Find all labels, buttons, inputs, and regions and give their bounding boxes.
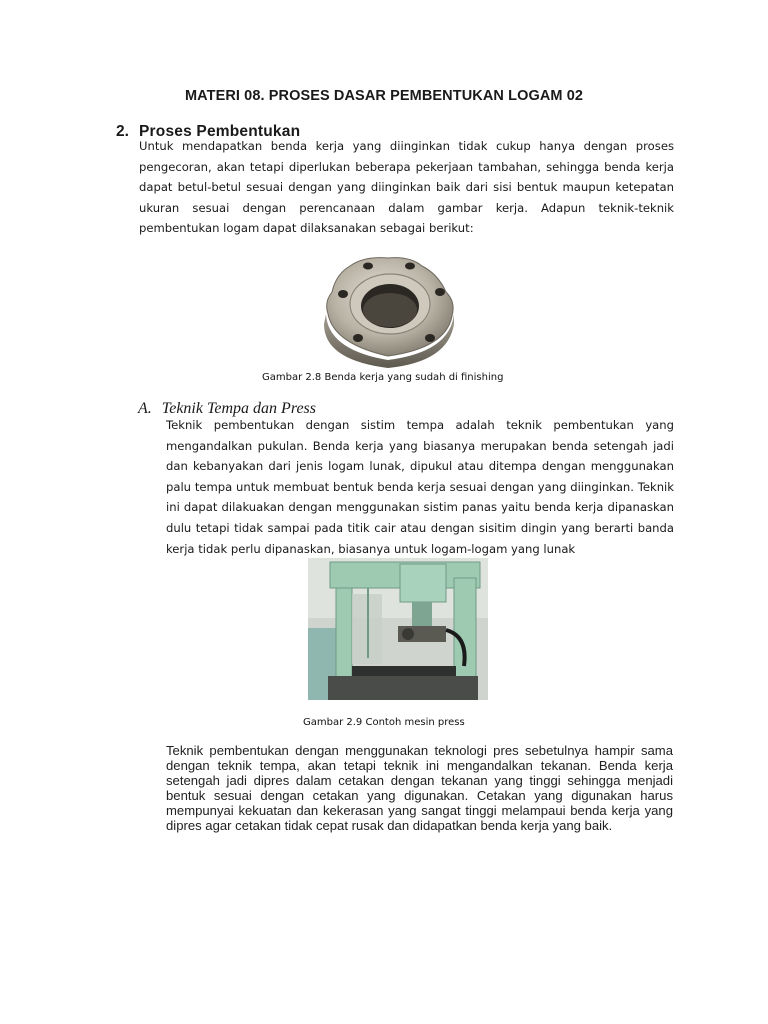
section-number: 2. — [116, 123, 129, 140]
press-machine-image — [308, 558, 488, 700]
intro-paragraph: Untuk mendapatkan benda kerja yang diinginkan tidak cukup hanya dengan proses pengecoran, akan tetapi diperlukan beberapa pekerjaan tambahan, sehingga benda kerja dapat betul-betul sesuai dengan yang diinginkan baik dari sisi bentuk maupun ketepatan ukuran sesuai dengan perencanaan dalam gambar kerja. Adapun teknik-teknik pembentukan logam dapat dilaksanakan sebagai berikut: — [139, 139, 674, 236]
press-paragraph: Teknik pembentukan dengan menggunakan teknologi pres sebetulnya hampir sama dengan teknik tempa, akan tetapi teknik ini mengandalkan tekanan. Benda kerja setengah jadi dipres dalam cetakan dengan tekanan yang tinggi sehingga menjadi bentuk sesuai dengan cetakan yang digunakan. Cetakan yang digunakan harus mempunyai kekuatan dan kekerasan yang sangat tinggi melampaui benda kerja yang dipres agar cetakan tidak cepat rusak dan didapatkan benda kerja yang baik. — [166, 743, 673, 834]
flange-workpiece-image — [318, 252, 460, 368]
page-title: MATERI 08. PROSES DASAR PEMBENTUKAN LOGAM 02 — [184, 88, 584, 104]
figure-2-9-caption: Gambar 2.9 Contoh mesin press — [303, 717, 465, 728]
tempa-paragraph: Teknik pembentukan dengan sistim tempa adalah teknik pembentukan yang mengandalkan pukulan. Benda kerja yang biasanya merupakan benda setengah jadi dan kebanyakan dari jenis logam lunak, dipukul atau ditempa dengan menggunakan palu tempa untuk membuat bentuk benda kerja sesuai dengan yang diinginkan. Teknik ini dapat dilakuakan dengan menggunakan sistim panas yaitu benda kerja dipanaskan dulu tetapi tidak sampai pada titik cair atau dengan sisitim dingin yang berarti banda kerja tidak perlu dipanaskan, biasanya untuk logam-logam yang lunak — [166, 418, 674, 556]
subsection-title: Teknik Tempa dan Press — [161, 400, 317, 417]
section-title: Proses Pembentukan — [139, 123, 301, 140]
subsection-letter: A. — [138, 400, 152, 417]
figure-2-8-caption: Gambar 2.8 Benda kerja yang sudah di finishing — [262, 372, 504, 383]
